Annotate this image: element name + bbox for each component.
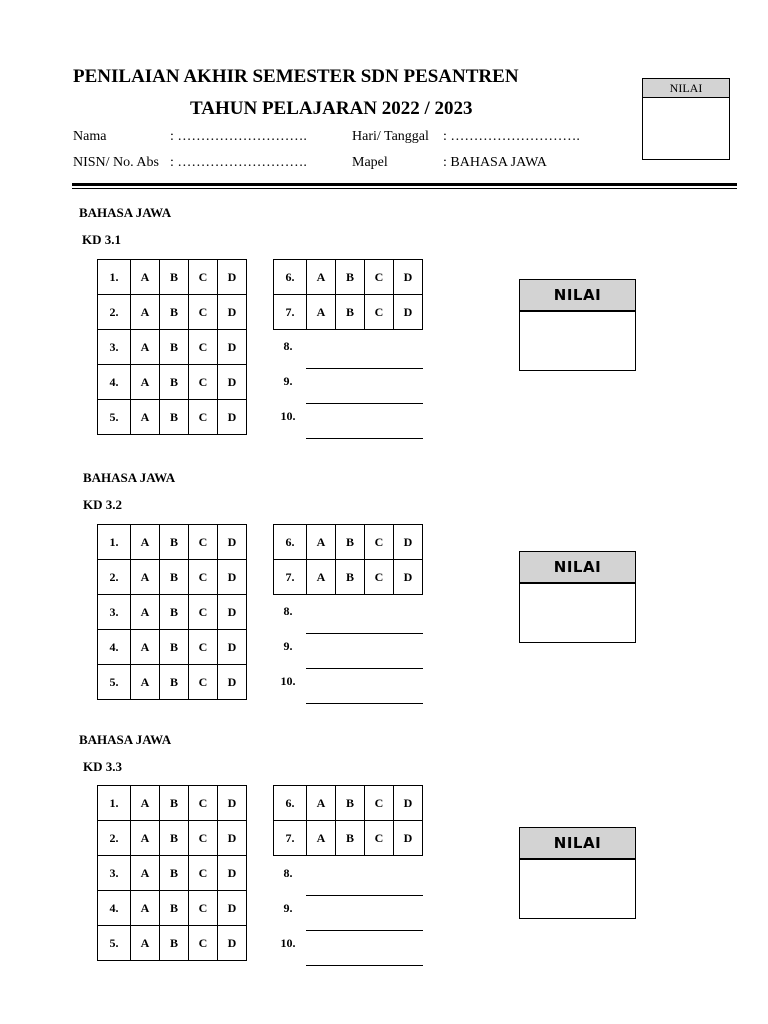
option-c[interactable]: C	[189, 295, 218, 330]
option-b[interactable]: B	[336, 260, 365, 295]
top-score-box	[642, 78, 730, 160]
question-number: 7.	[274, 560, 307, 595]
mapel-label: Mapel	[352, 155, 388, 170]
essay-number: 8.	[283, 866, 293, 880]
score-label: NILAI	[520, 828, 635, 860]
option-b[interactable]: B	[160, 786, 189, 821]
question-number: 4.	[98, 630, 131, 665]
option-d[interactable]: D	[218, 295, 247, 330]
option-b[interactable]: B	[160, 595, 189, 630]
option-c[interactable]: C	[189, 260, 218, 295]
option-d[interactable]: D	[394, 260, 423, 295]
option-a[interactable]: A	[307, 525, 336, 560]
option-b[interactable]: B	[336, 560, 365, 595]
essay-number: 10.	[280, 936, 296, 950]
option-d[interactable]: D	[218, 786, 247, 821]
mc-row	[98, 665, 247, 700]
question-number: 3.	[98, 330, 131, 365]
option-b[interactable]: B	[160, 630, 189, 665]
option-d[interactable]: D	[394, 525, 423, 560]
option-b[interactable]: B	[160, 926, 189, 961]
mc-grid-left	[97, 259, 247, 435]
question-number: 2.	[98, 295, 131, 330]
option-c[interactable]: C	[189, 525, 218, 560]
option-a[interactable]: A	[131, 260, 160, 295]
mc-row	[98, 525, 247, 560]
hari-label: Hari/ Tanggal	[352, 129, 429, 144]
mc-row	[98, 330, 247, 365]
option-d[interactable]: D	[218, 560, 247, 595]
question-number: 1.	[98, 786, 131, 821]
option-b[interactable]: B	[160, 821, 189, 856]
option-a[interactable]: A	[307, 260, 336, 295]
section-score-box	[519, 551, 636, 643]
option-c[interactable]: C	[189, 891, 218, 926]
question-number: 6.	[274, 260, 307, 295]
mc-grid-left	[97, 524, 247, 700]
option-a[interactable]: A	[131, 295, 160, 330]
nama-label: Nama	[73, 129, 107, 144]
nama-field[interactable]: : ……………………….	[170, 129, 307, 144]
score-field[interactable]	[520, 584, 635, 642]
nisn-field[interactable]: : ……………………….	[170, 155, 307, 170]
option-b[interactable]: B	[160, 365, 189, 400]
question-number: 3.	[98, 595, 131, 630]
option-a[interactable]: A	[131, 786, 160, 821]
option-b[interactable]: B	[160, 891, 189, 926]
option-a[interactable]: A	[131, 665, 160, 700]
mc-grid-right	[273, 785, 423, 856]
option-c[interactable]: C	[189, 786, 218, 821]
option-d[interactable]: D	[218, 525, 247, 560]
option-a[interactable]: A	[131, 891, 160, 926]
option-a[interactable]: A	[131, 560, 160, 595]
mc-row	[98, 926, 247, 961]
mc-row	[98, 595, 247, 630]
option-c[interactable]: C	[365, 786, 394, 821]
option-d[interactable]: D	[218, 260, 247, 295]
essay-number: 8.	[283, 604, 293, 618]
option-c[interactable]: C	[189, 560, 218, 595]
option-b[interactable]: B	[160, 665, 189, 700]
option-b[interactable]: B	[160, 560, 189, 595]
essay-number: 9.	[283, 639, 293, 653]
option-d[interactable]: D	[218, 821, 247, 856]
option-a[interactable]: A	[131, 365, 160, 400]
option-c[interactable]: C	[365, 560, 394, 595]
mc-row	[274, 786, 423, 821]
question-number: 4.	[98, 891, 131, 926]
option-a[interactable]: A	[131, 525, 160, 560]
question-number: 5.	[98, 926, 131, 961]
option-b[interactable]: B	[160, 525, 189, 560]
score-field[interactable]	[520, 312, 635, 370]
option-c[interactable]: C	[189, 330, 218, 365]
option-a[interactable]: A	[131, 330, 160, 365]
option-b[interactable]: B	[336, 821, 365, 856]
option-b[interactable]: B	[336, 295, 365, 330]
score-field[interactable]	[520, 860, 635, 918]
question-number: 5.	[98, 400, 131, 435]
question-number: 1.	[98, 260, 131, 295]
option-d[interactable]: D	[218, 891, 247, 926]
mc-row	[274, 525, 423, 560]
option-a[interactable]: A	[131, 926, 160, 961]
essay-answers	[273, 604, 433, 708]
mc-row	[98, 856, 247, 891]
header-divider-thin	[72, 188, 737, 189]
section-kd: KD 3.2	[83, 497, 122, 512]
option-c[interactable]: C	[189, 665, 218, 700]
option-d[interactable]: D	[394, 560, 423, 595]
option-c[interactable]: C	[365, 525, 394, 560]
essay-answers	[273, 339, 433, 443]
essay-number: 8.	[283, 339, 293, 353]
mc-row	[274, 821, 423, 856]
option-b[interactable]: B	[160, 400, 189, 435]
mc-row	[274, 295, 423, 330]
answer-line[interactable]	[306, 368, 423, 369]
answer-line[interactable]	[306, 438, 423, 439]
option-d[interactable]: D	[218, 330, 247, 365]
option-a[interactable]: A	[131, 630, 160, 665]
essay-answers	[273, 866, 433, 970]
option-b[interactable]: B	[336, 525, 365, 560]
mc-row	[98, 630, 247, 665]
mc-grid-right	[273, 259, 423, 330]
nisn-label: NISN/ No. Abs	[73, 155, 159, 170]
option-c[interactable]: C	[365, 821, 394, 856]
mc-grid-left	[97, 785, 247, 961]
hari-field[interactable]: : ……………………….	[443, 129, 580, 144]
option-a[interactable]: A	[307, 821, 336, 856]
section-subject: BAHASA JAWA	[79, 732, 172, 747]
top-score-label: NILAI	[643, 79, 729, 98]
option-c[interactable]: C	[189, 365, 218, 400]
mc-row	[98, 260, 247, 295]
section-score-box	[519, 279, 636, 371]
mc-row	[98, 400, 247, 435]
answer-line[interactable]	[306, 633, 423, 634]
question-number: 2.	[98, 560, 131, 595]
answer-line[interactable]	[306, 403, 423, 404]
option-b[interactable]: B	[160, 295, 189, 330]
option-b[interactable]: B	[336, 786, 365, 821]
essay-number: 9.	[283, 901, 293, 915]
option-d[interactable]: D	[218, 856, 247, 891]
section-subject: BAHASA JAWA	[79, 205, 172, 220]
mc-grid-right	[273, 524, 423, 595]
question-number: 7.	[274, 295, 307, 330]
section-score-box	[519, 827, 636, 919]
option-a[interactable]: A	[307, 786, 336, 821]
essay-number: 9.	[283, 374, 293, 388]
option-b[interactable]: B	[160, 330, 189, 365]
option-c[interactable]: C	[365, 295, 394, 330]
mc-row	[274, 260, 423, 295]
essay-number: 10.	[280, 409, 296, 423]
section-subject: BAHASA JAWA	[83, 470, 176, 485]
answer-line[interactable]	[306, 703, 423, 704]
option-d[interactable]: D	[218, 926, 247, 961]
option-c[interactable]: C	[189, 400, 218, 435]
option-a[interactable]: A	[131, 821, 160, 856]
option-a[interactable]: A	[131, 856, 160, 891]
option-b[interactable]: B	[160, 260, 189, 295]
essay-number: 10.	[280, 674, 296, 688]
question-number: 2.	[98, 821, 131, 856]
mc-row	[98, 295, 247, 330]
option-c[interactable]: C	[189, 821, 218, 856]
option-a[interactable]: A	[131, 595, 160, 630]
question-number: 3.	[98, 856, 131, 891]
mc-row	[98, 365, 247, 400]
option-a[interactable]: A	[307, 560, 336, 595]
mc-row	[274, 560, 423, 595]
question-number: 6.	[274, 525, 307, 560]
exam-title: PENILAIAN AKHIR SEMESTER SDN PESANTREN	[73, 66, 519, 87]
option-c[interactable]: C	[189, 595, 218, 630]
question-number: 4.	[98, 365, 131, 400]
option-c[interactable]: C	[189, 926, 218, 961]
option-d[interactable]: D	[394, 786, 423, 821]
answer-line[interactable]	[306, 668, 423, 669]
option-d[interactable]: D	[218, 400, 247, 435]
option-c[interactable]: C	[189, 630, 218, 665]
mc-row	[98, 560, 247, 595]
mapel-value: : BAHASA JAWA	[443, 155, 547, 170]
option-c[interactable]: C	[365, 260, 394, 295]
option-d[interactable]: D	[394, 295, 423, 330]
question-number: 5.	[98, 665, 131, 700]
answer-line[interactable]	[306, 930, 423, 931]
answer-line[interactable]	[306, 965, 423, 966]
score-label: NILAI	[520, 280, 635, 312]
option-d[interactable]: D	[218, 665, 247, 700]
option-b[interactable]: B	[160, 856, 189, 891]
header-divider	[72, 183, 737, 186]
score-label: NILAI	[520, 552, 635, 584]
section-kd: KD 3.1	[82, 232, 121, 247]
option-d[interactable]: D	[218, 365, 247, 400]
mc-row	[98, 891, 247, 926]
school-year-title: TAHUN PELAJARAN 2022 / 2023	[190, 98, 473, 119]
answer-line[interactable]	[306, 895, 423, 896]
question-number: 1.	[98, 525, 131, 560]
mc-row	[98, 786, 247, 821]
option-d[interactable]: D	[218, 630, 247, 665]
mc-row	[98, 821, 247, 856]
question-number: 6.	[274, 786, 307, 821]
option-a[interactable]: A	[307, 295, 336, 330]
section-kd: KD 3.3	[83, 759, 122, 774]
option-c[interactable]: C	[189, 856, 218, 891]
option-a[interactable]: A	[131, 400, 160, 435]
option-d[interactable]: D	[394, 821, 423, 856]
option-d[interactable]: D	[218, 595, 247, 630]
question-number: 7.	[274, 821, 307, 856]
